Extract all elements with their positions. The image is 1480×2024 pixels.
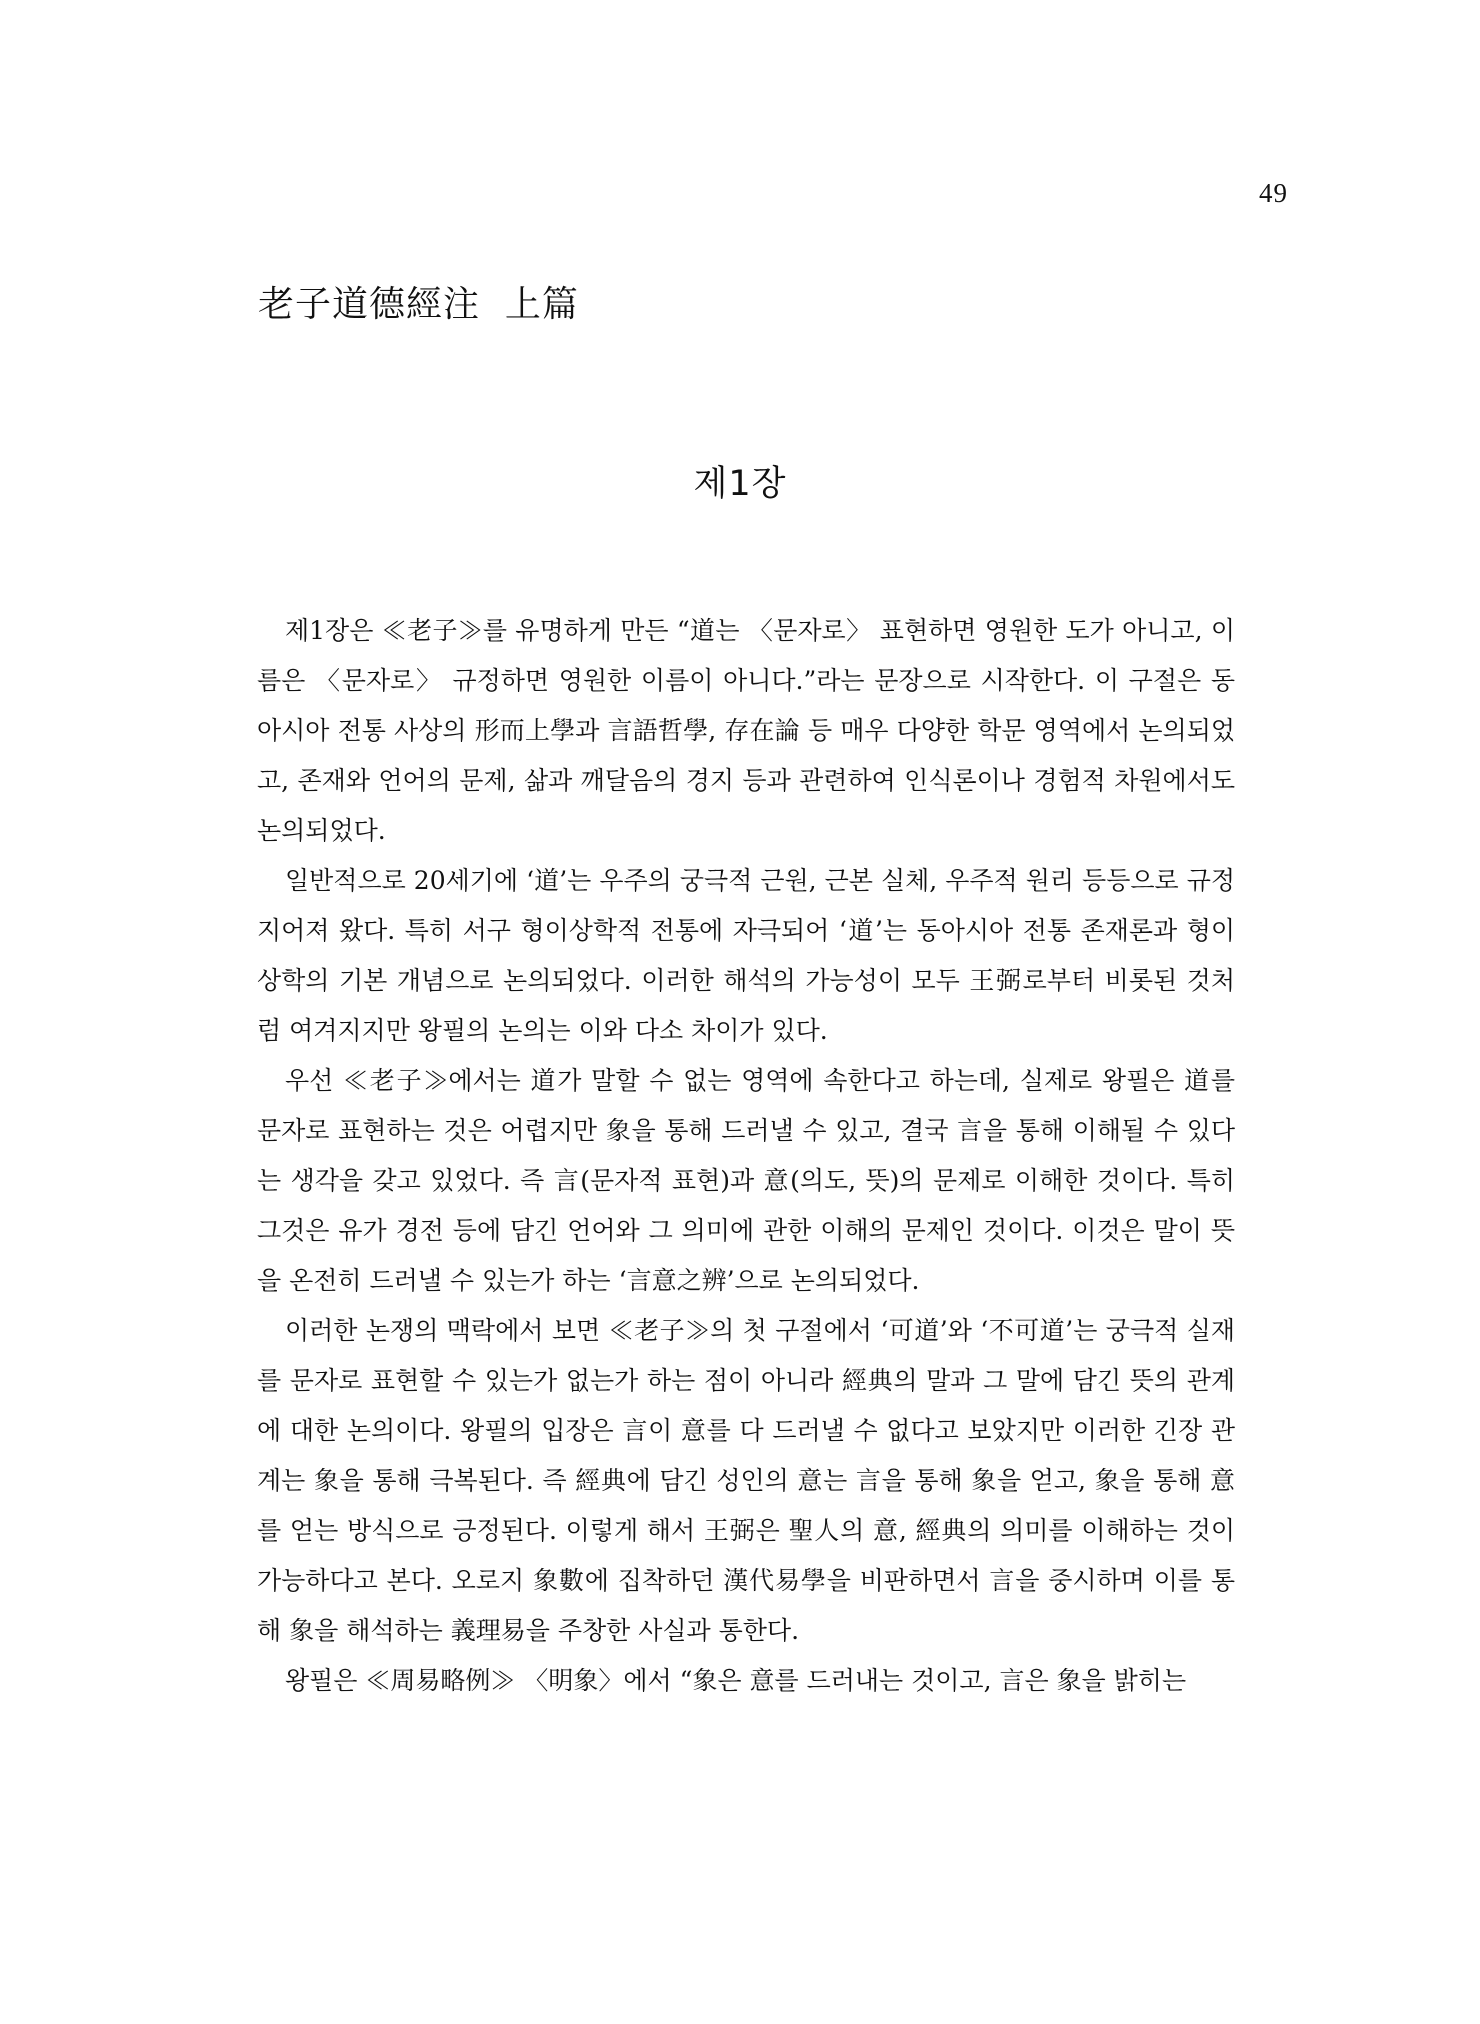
body-text [257, 606, 1235, 1706]
paragraph: 이러한 논쟁의 맥락에서 보면 ≪老子≫의 첫 구절에서 ‘可道’와 ‘不可道’는 궁극적 실재를 문자로 표현할 수 있는가 없는가 하는 점이 아니라 經典의 말과 그 말에 담긴 뜻의 관계에 대한 논의이다. 왕필의 입장은 言이 意를 다 드러낼 수 없다고 보았지만 이러한 긴장 관계는 象을 통해 극복된다. 즉 經典에 담긴 성인의 意는 言을 통해 象을 얻고, 象을 통해 意를 얻는 방식으로 긍정된다. 이렇게 해서 王弼은 聖人의 意, 經典의 의미를 이해하는 것이 가능하다고 본다. 오로지 象數에 집착하던 漢代易學을 비판하면서 言을 중시하며 이를 통해 象을 해석하는 義理易을 주창한 사실과 통한다. [257, 1316, 1235, 1645]
paragraph: 제1장은 ≪老子≫를 유명하게 만든 “道는 〈문자로〉 표현하면 영원한 도가 아니고, 이름은 〈문자로〉 규정하면 영원한 이름이 아니다.”라는 문장으로 시작한다. 이 구절은 동아시아 전통 사상의 形而上學과 言語哲學, 存在論 등 매우 다양한 학문 영역에서 논의되었고, 존재와 언어의 문제, 삶과 깨달음의 경지 등과 관련하여 인식론이나 경험적 차원에서도 논의되었다. [257, 616, 1235, 845]
paragraph: 왕필은 ≪周易略例≫ 〈明象〉에서 “象은 意를 드러내는 것이고, 言은 象을 밝히는 [285, 1666, 1187, 1695]
book-title: 老子道德經注 上篇 [258, 284, 579, 325]
paragraph: 우선 ≪老子≫에서는 道가 말할 수 없는 영역에 속한다고 하는데, 실제로 왕필은 道를 문자로 표현하는 것은 어렵지만 象을 통해 드러낼 수 있고, 결국 言을 통해 이해될 수 있다는 생각을 갖고 있었다. 즉 言(문자적 표현)과 意(의도, 뜻)의 문제로 이해한 것이다. 특히 그것은 유가 경전 등에 담긴 언어와 그 의미에 관한 이해의 문제인 것이다. 이것은 말이 뜻을 온전히 드러낼 수 있는가 하는 ‘言意之辨’으로 논의되었다. [257, 1066, 1235, 1295]
paragraph: 일반적으로 20세기에 ‘道’는 우주의 궁극적 근원, 근본 실체, 우주적 원리 등등으로 규정지어져 왔다. 특히 서구 형이상학적 전통에 자극되어 ‘道’는 동아시아 전통 존재론과 형이상학의 기본 개념으로 논의되었다. 이러한 해석의 가능성이 모두 王弼로부터 비롯된 것처럼 여겨지지만 왕필의 논의는 이와 다소 차이가 있다. [257, 866, 1235, 1045]
chapter-title: 제1장 [693, 464, 787, 504]
page-number: 49 [1259, 178, 1288, 208]
